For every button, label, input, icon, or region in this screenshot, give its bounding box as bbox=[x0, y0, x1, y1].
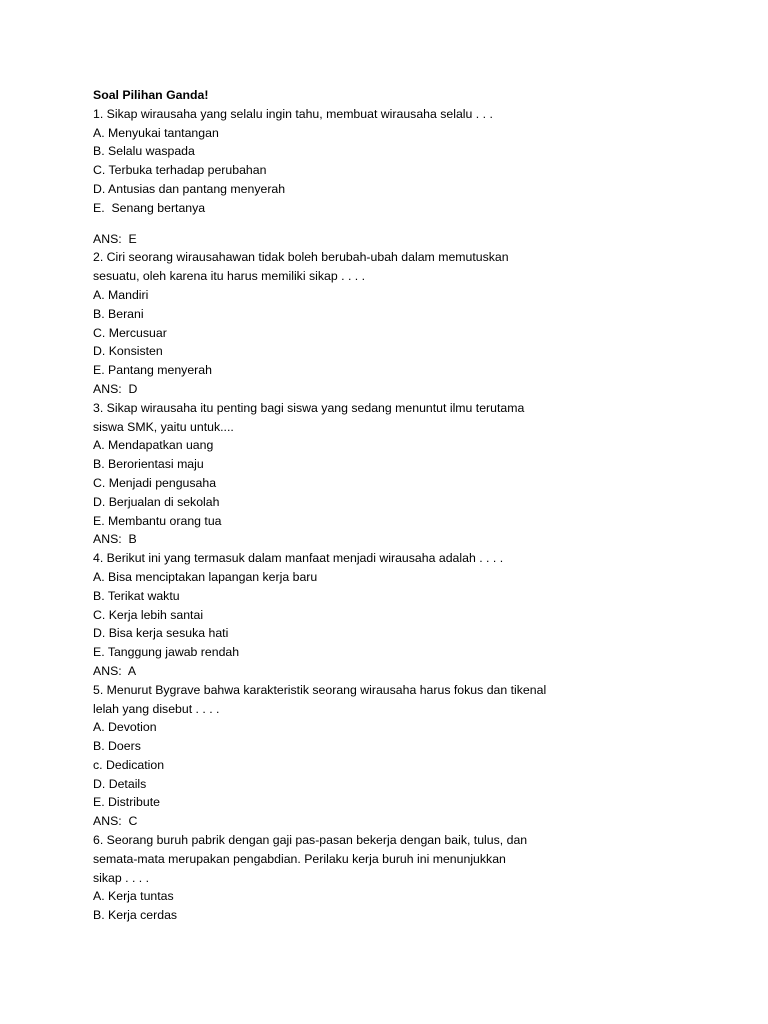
question-stem-line: sikap . . . . bbox=[93, 870, 150, 885]
question-1 bbox=[93, 105, 693, 249]
document-title: Soal Pilihan Ganda! bbox=[93, 88, 209, 102]
question-stem-line: semata-mata merupakan pengabdian. Perilaku kerja buruh ini menunjukkan bbox=[93, 851, 506, 866]
question-stem-line: 2. Ciri seorang wirausahawan tidak boleh berubah-ubah dalam memutuskan bbox=[93, 250, 509, 265]
question-stem-line: 1. Sikap wirausaha yang selalu ingin tahu, membuat wirausaha selalu . . . bbox=[93, 106, 493, 121]
option-b: B. Kerja cerdas bbox=[93, 908, 178, 923]
question-stem-line: lelah yang disebut . . . . bbox=[93, 701, 220, 716]
option-b: B. Berorientasi maju bbox=[93, 457, 204, 472]
option-d: D. Bisa kerja sesuka hati bbox=[93, 626, 229, 641]
question-4 bbox=[93, 549, 693, 681]
question-stem-line: 3. Sikap wirausaha itu penting bagi siswa yang sedang menuntut ilmu terutama bbox=[93, 400, 525, 415]
document-body bbox=[93, 86, 693, 925]
question-5 bbox=[93, 681, 693, 831]
answer-key: ANS: E bbox=[93, 231, 137, 246]
option-d: D. Berjualan di sekolah bbox=[93, 494, 220, 509]
option-c: C. Menjadi pengusaha bbox=[93, 475, 217, 490]
question-2 bbox=[93, 248, 693, 398]
option-c: C. Terbuka terhadap perubahan bbox=[93, 163, 267, 178]
answer-key: ANS: B bbox=[93, 532, 137, 547]
answer-key: ANS: A bbox=[93, 663, 137, 678]
option-c: c. Dedication bbox=[93, 757, 165, 772]
option-b: B. Terikat waktu bbox=[93, 588, 180, 603]
question-stem-line: sesuatu, oleh karena itu harus memiliki sikap . . . . bbox=[93, 269, 366, 284]
answer-key: ANS: D bbox=[93, 381, 138, 396]
question-stem-line: 6. Seorang buruh pabrik dengan gaji pas-pasan bekerja dengan baik, tulus, dan bbox=[93, 833, 528, 848]
paragraph-gap bbox=[93, 218, 693, 230]
option-a: A. Kerja tuntas bbox=[93, 889, 174, 904]
option-d: D. Antusias dan pantang menyerah bbox=[93, 181, 286, 196]
option-c: C. Mercusuar bbox=[93, 325, 167, 340]
option-d: D. Konsisten bbox=[93, 344, 163, 359]
option-a: A. Bisa menciptakan lapangan kerja baru bbox=[93, 569, 318, 584]
option-e: E. Tanggung jawab rendah bbox=[93, 645, 240, 660]
question-6 bbox=[93, 831, 693, 925]
option-e: E. Distribute bbox=[93, 795, 160, 810]
option-a: A. Devotion bbox=[93, 720, 157, 735]
option-d: D. Details bbox=[93, 776, 147, 791]
option-b: B. Doers bbox=[93, 739, 141, 754]
option-e: E. Pantang menyerah bbox=[93, 363, 212, 378]
question-stem-line: siswa SMK, yaitu untuk.... bbox=[93, 419, 234, 434]
option-a: A. Menyukai tantangan bbox=[93, 125, 219, 140]
option-b: B. Selalu waspada bbox=[93, 144, 195, 159]
question-stem-line: 5. Menurut Bygrave bahwa karakteristik seorang wirausaha harus fokus dan tikenal bbox=[93, 682, 547, 697]
option-e: E. Membantu orang tua bbox=[93, 513, 222, 528]
answer-key: ANS: C bbox=[93, 814, 138, 829]
option-e: E. Senang bertanya bbox=[93, 200, 206, 215]
option-a: A. Mandiri bbox=[93, 287, 149, 302]
option-c: C. Kerja lebih santai bbox=[93, 607, 204, 622]
option-b: B. Berani bbox=[93, 306, 144, 321]
option-a: A. Mendapatkan uang bbox=[93, 438, 214, 453]
question-3 bbox=[93, 399, 693, 549]
question-stem-line: 4. Berikut ini yang termasuk dalam manfaat menjadi wirausaha adalah . . . . bbox=[93, 551, 504, 566]
